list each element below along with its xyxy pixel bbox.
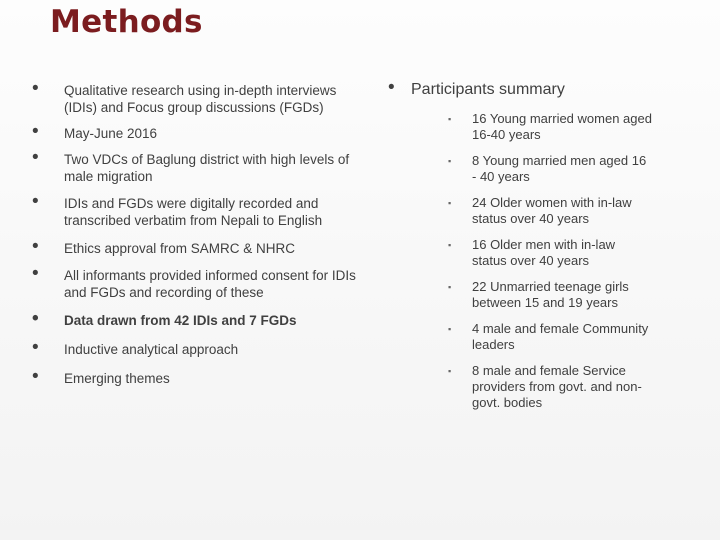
participants-heading-text: Participants summary [411, 81, 565, 98]
participant-item [448, 363, 652, 411]
participant-item [448, 321, 652, 353]
square-bullet-icon: ▪ [448, 240, 452, 250]
bullet-icon: • [32, 337, 39, 358]
participant-item-text: 24 Older women with in-law status over 40 years [472, 195, 632, 226]
participant-item-text: 8 male and female Service providers from govt. and non-govt. bodies [472, 363, 642, 410]
bullet-icon: • [388, 77, 395, 98]
list-item [32, 147, 372, 185]
list-item-text: May-June 2016 [64, 126, 158, 141]
bullet-icon: • [32, 366, 39, 387]
participant-item [448, 111, 652, 143]
bullet-icon: • [32, 147, 39, 168]
bullet-icon: • [32, 121, 39, 142]
list-item-text: Two VDCs of Baglung district with high levels of male migration [64, 152, 350, 184]
bullet-icon: • [32, 78, 39, 99]
participant-item-text: 16 Older men with in-law status over 40 years [472, 237, 616, 268]
square-bullet-icon: ▪ [448, 114, 452, 124]
participant-item [448, 195, 652, 227]
list-item [32, 236, 372, 257]
list-item [32, 366, 372, 387]
bullet-icon: • [32, 191, 39, 212]
participant-item [448, 237, 652, 269]
square-bullet-icon: ▪ [448, 282, 452, 292]
list-item [32, 191, 372, 229]
list-item-text: All informants provided informed consent for IDIs and FGDs and recording of these [64, 268, 356, 300]
participant-item-text: 22 Unmarried teenage girls between 15 and 19 years [472, 279, 629, 310]
list-item [32, 263, 372, 301]
square-bullet-icon: ▪ [448, 324, 452, 334]
participant-item [448, 153, 652, 185]
square-bullet-icon: ▪ [448, 366, 452, 376]
square-bullet-icon: ▪ [448, 198, 452, 208]
list-item [32, 308, 372, 329]
participant-item-text: 16 Young married women aged 16-40 years [472, 111, 652, 142]
list-item-text: Inductive analytical approach [64, 342, 239, 357]
participant-item-text: 8 Young married men aged 16 - 40 years [472, 153, 647, 184]
methods-list [32, 78, 372, 387]
bullet-icon: • [32, 263, 39, 284]
list-item [32, 337, 372, 358]
participant-item-text: 4 male and female Community leaders [472, 321, 649, 352]
participants-section [388, 77, 698, 410]
participants-heading [388, 77, 698, 100]
bullet-icon: • [32, 308, 39, 329]
participant-item [448, 279, 652, 311]
list-item-text: Qualitative research using in-depth interviews (IDIs) and Focus group discussions (FGDs) [64, 83, 337, 115]
list-item-text: Data drawn from 42 IDIs and 7 FGDs [64, 313, 297, 328]
bullet-icon: • [32, 236, 39, 257]
list-item-text: Emerging themes [64, 371, 170, 386]
list-item-text: Ethics approval from SAMRC & NHRC [64, 241, 296, 256]
list-item [32, 121, 372, 142]
square-bullet-icon: ▪ [448, 156, 452, 166]
list-item [32, 78, 372, 116]
slide-title: Methods [50, 4, 203, 40]
list-item-text: IDIs and FGDs were digitally recorded and transcribed verbatim from Nepali to English [64, 196, 323, 228]
